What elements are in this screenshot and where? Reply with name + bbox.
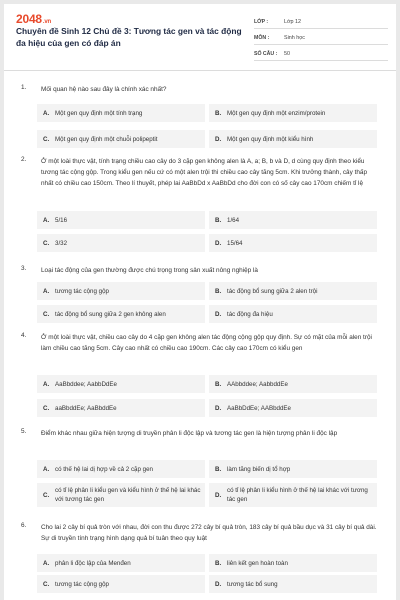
option-b[interactable]: B. tác động bổ sung giữa 2 alen trội [209, 282, 377, 300]
header-divider [4, 70, 396, 71]
option-a[interactable]: A. phân li độc lập của Menđen [37, 554, 205, 572]
option-c[interactable]: C. có tỉ lệ phân li kiểu gen và kiểu hình ở thế hệ lai khác với tương tác gen [37, 483, 205, 507]
question-text: Loại tác động của gen thường được chú trọng trong sản xuất nông nghiệp là [41, 267, 258, 274]
option-c[interactable]: C. 3/32 [37, 234, 205, 252]
site-logo[interactable]: 2048.vn [16, 12, 51, 26]
option-d[interactable]: D. tác động đa hiệu [209, 305, 377, 323]
option-c[interactable]: C. tương tác cộng gộp [37, 575, 205, 593]
option-a[interactable]: A. có thế hệ lai dị hợp về cả 2 cặp gen [37, 460, 205, 478]
option-b[interactable]: B. Một gen quy định một enzim/protein [209, 104, 377, 122]
document-meta [254, 15, 388, 63]
option-a[interactable]: A. Một gen quy định một tính trạng [37, 104, 205, 122]
option-c[interactable]: C. Một gen quy định một chuỗi polipeptit [37, 130, 205, 148]
option-d[interactable]: D. 15/64 [209, 234, 377, 252]
option-d[interactable]: D. có tỉ lệ phân li kiểu hình ở thế hệ lai khác với tương tác gen [209, 483, 377, 507]
option-d[interactable]: D. Một gen quy định một kiểu hình [209, 130, 377, 148]
meta-question-count: SỐ CÂU : 50 [254, 47, 388, 61]
option-b[interactable]: B. làm tăng biến dị tổ hợp [209, 460, 377, 478]
option-c[interactable]: C. aaBbddEe; AaBbddEe [37, 399, 205, 417]
option-b[interactable]: B. liên kết gen hoàn toàn [209, 554, 377, 572]
document-page: 2048.vn Chuyên đề Sinh 12 Chủ đề 3: Tương tác gen và tác động đa hiệu của gen có đáp án LỚP : Lớp 12 MÔN : Sinh học SỐ CÂU : 50 1. Mối quan hệ nào sau đây là chính xác nhất? A. Một gen quy định một tính trạng B. Một gen quy định một enzim/protein C. Một gen quy định một chuỗi polipeptit D. Một gen quy định một kiểu hình 2. Ở một loài thực vật, tính trạng chiều cao cây do 3 cặp gen không alen là A, a; B, b và D, d cùng quy định theo kiểu tương tác cộng gộp. Trong kiểu gen nếu cứ có một alen trội thì chiều cao cây tăng 5cm. Khi trưởng thành, cây thấp nhất có chiều cao 150cm. Theo lí thuyết, phép lai AaBbDd x AaBbDd cho đời con có số cây cao 170cm chiếm tỉ lệ A. 5/16 B. 1/64 C. 3/32 D. 15/64 3. Loại tác động của gen thường được chú trọng trong sản xuất nông nghiệp là A. tương tác cộng gộp B. tác động bổ sung giữa 2 alen trội C. tác động bổ sung giữa 2 gen không alen D. tác động đa hiệu 4. Ở một loài thực vật, chiều cao cây do 4 cặp gen không alen tác động cộng gộp quy định. Sự có mặt của mỗi alen trội làm chiều cao tăng 5cm. Cây cao nhất có chiều cao 190cm. Các cây cao 170cm có kiểu gen A. AaBbddee; AabbDdEe B. AAbbddee; AabbddEe C. aaBbddEe; AaBbddEe D. AaBbDdEe; AABbddEe 5. Điểm khác nhau giữa hiện tượng di truyền phân li độc lập và tương tác gen là hiện tượng phân li độc lập A. có thế hệ lai dị hợp về cả 2 cặp gen B. làm tăng biến dị tổ hợp C. có tỉ lệ phân li kiểu gen và kiểu hình ở thế hệ lai khác với tương tác gen D. có tỉ lệ phân li kiểu hình ở thế hệ lai khác với tương tác gen 6. Cho lai 2 cây bí quả tròn với nhau, đời con thu được 272 cây bí quả tròn, 183 cây bí quả bầu dục và 31 cây bí quả dài. Sự di truyền tính trạng hình dạng quả bí tuân theo quy luật A. phân li độc lập của Menđen B. liên kết gen hoàn toàn C. tương tác cộng gộp D. tương tác bổ sung [4, 4, 396, 600]
document-title: Chuyên đề Sinh 12 Chủ đề 3: Tương tác gen và tác động đa hiệu của gen có đáp án [16, 26, 242, 48]
option-a[interactable]: A. 5/16 [37, 211, 205, 229]
question-text: Điểm khác nhau giữa hiện tượng di truyền phân li độc lập và tương tác gen là hiện tượng phân li độc lập [41, 430, 338, 437]
option-c[interactable]: C. tác động bổ sung giữa 2 gen không alen [37, 305, 205, 323]
meta-class: LỚP : Lớp 12 [254, 15, 388, 29]
question-text: Ở một loài thực vật, chiều cao cây do 4 cặp gen không alen tác động cộng gộp quy định. Sự có mặt của mỗi alen trội làm chiều cao tăng 5cm. Cây cao nhất có chiều cao 190cm. Các cây cao 170cm có kiểu gen [41, 334, 372, 352]
document-header [4, 4, 396, 66]
question-text: Mối quan hệ nào sau đây là chính xác nhất? [41, 86, 167, 93]
option-d[interactable]: D. AaBbDdEe; AABbddEe [209, 399, 377, 417]
meta-subject: MÔN : Sinh học [254, 31, 388, 45]
option-a[interactable]: A. tương tác cộng gộp [37, 282, 205, 300]
question-text: Cho lai 2 cây bí quả tròn với nhau, đời con thu được 272 cây bí quả tròn, 183 cây bí quả bầu dục và 31 cây bí quả dài. Sự di truyền tính trạng hình dạng quả bí tuân theo quy luật [41, 524, 377, 542]
option-b[interactable]: B. 1/64 [209, 211, 377, 229]
option-a[interactable]: A. AaBbddee; AabbDdEe [37, 375, 205, 393]
question-text: Ở một loài thực vật, tính trạng chiều cao cây do 3 cặp gen không alen là A, a; B, b và D, d cùng quy định theo kiểu tương tác cộng gộp. Trong kiểu gen nếu cứ có một alen trội thì chiều cao cây tăng 5cm. Khi trưởng thành, cây thấp nhất có chiều cao 150cm. Theo lí thuyết, phép lai AaBbDd x AaBbDd cho đời con có số cây cao 170cm chiếm tỉ lệ [41, 158, 368, 187]
option-d[interactable]: D. tương tác bổ sung [209, 575, 377, 593]
option-b[interactable]: B. AAbbddee; AabbddEe [209, 375, 377, 393]
